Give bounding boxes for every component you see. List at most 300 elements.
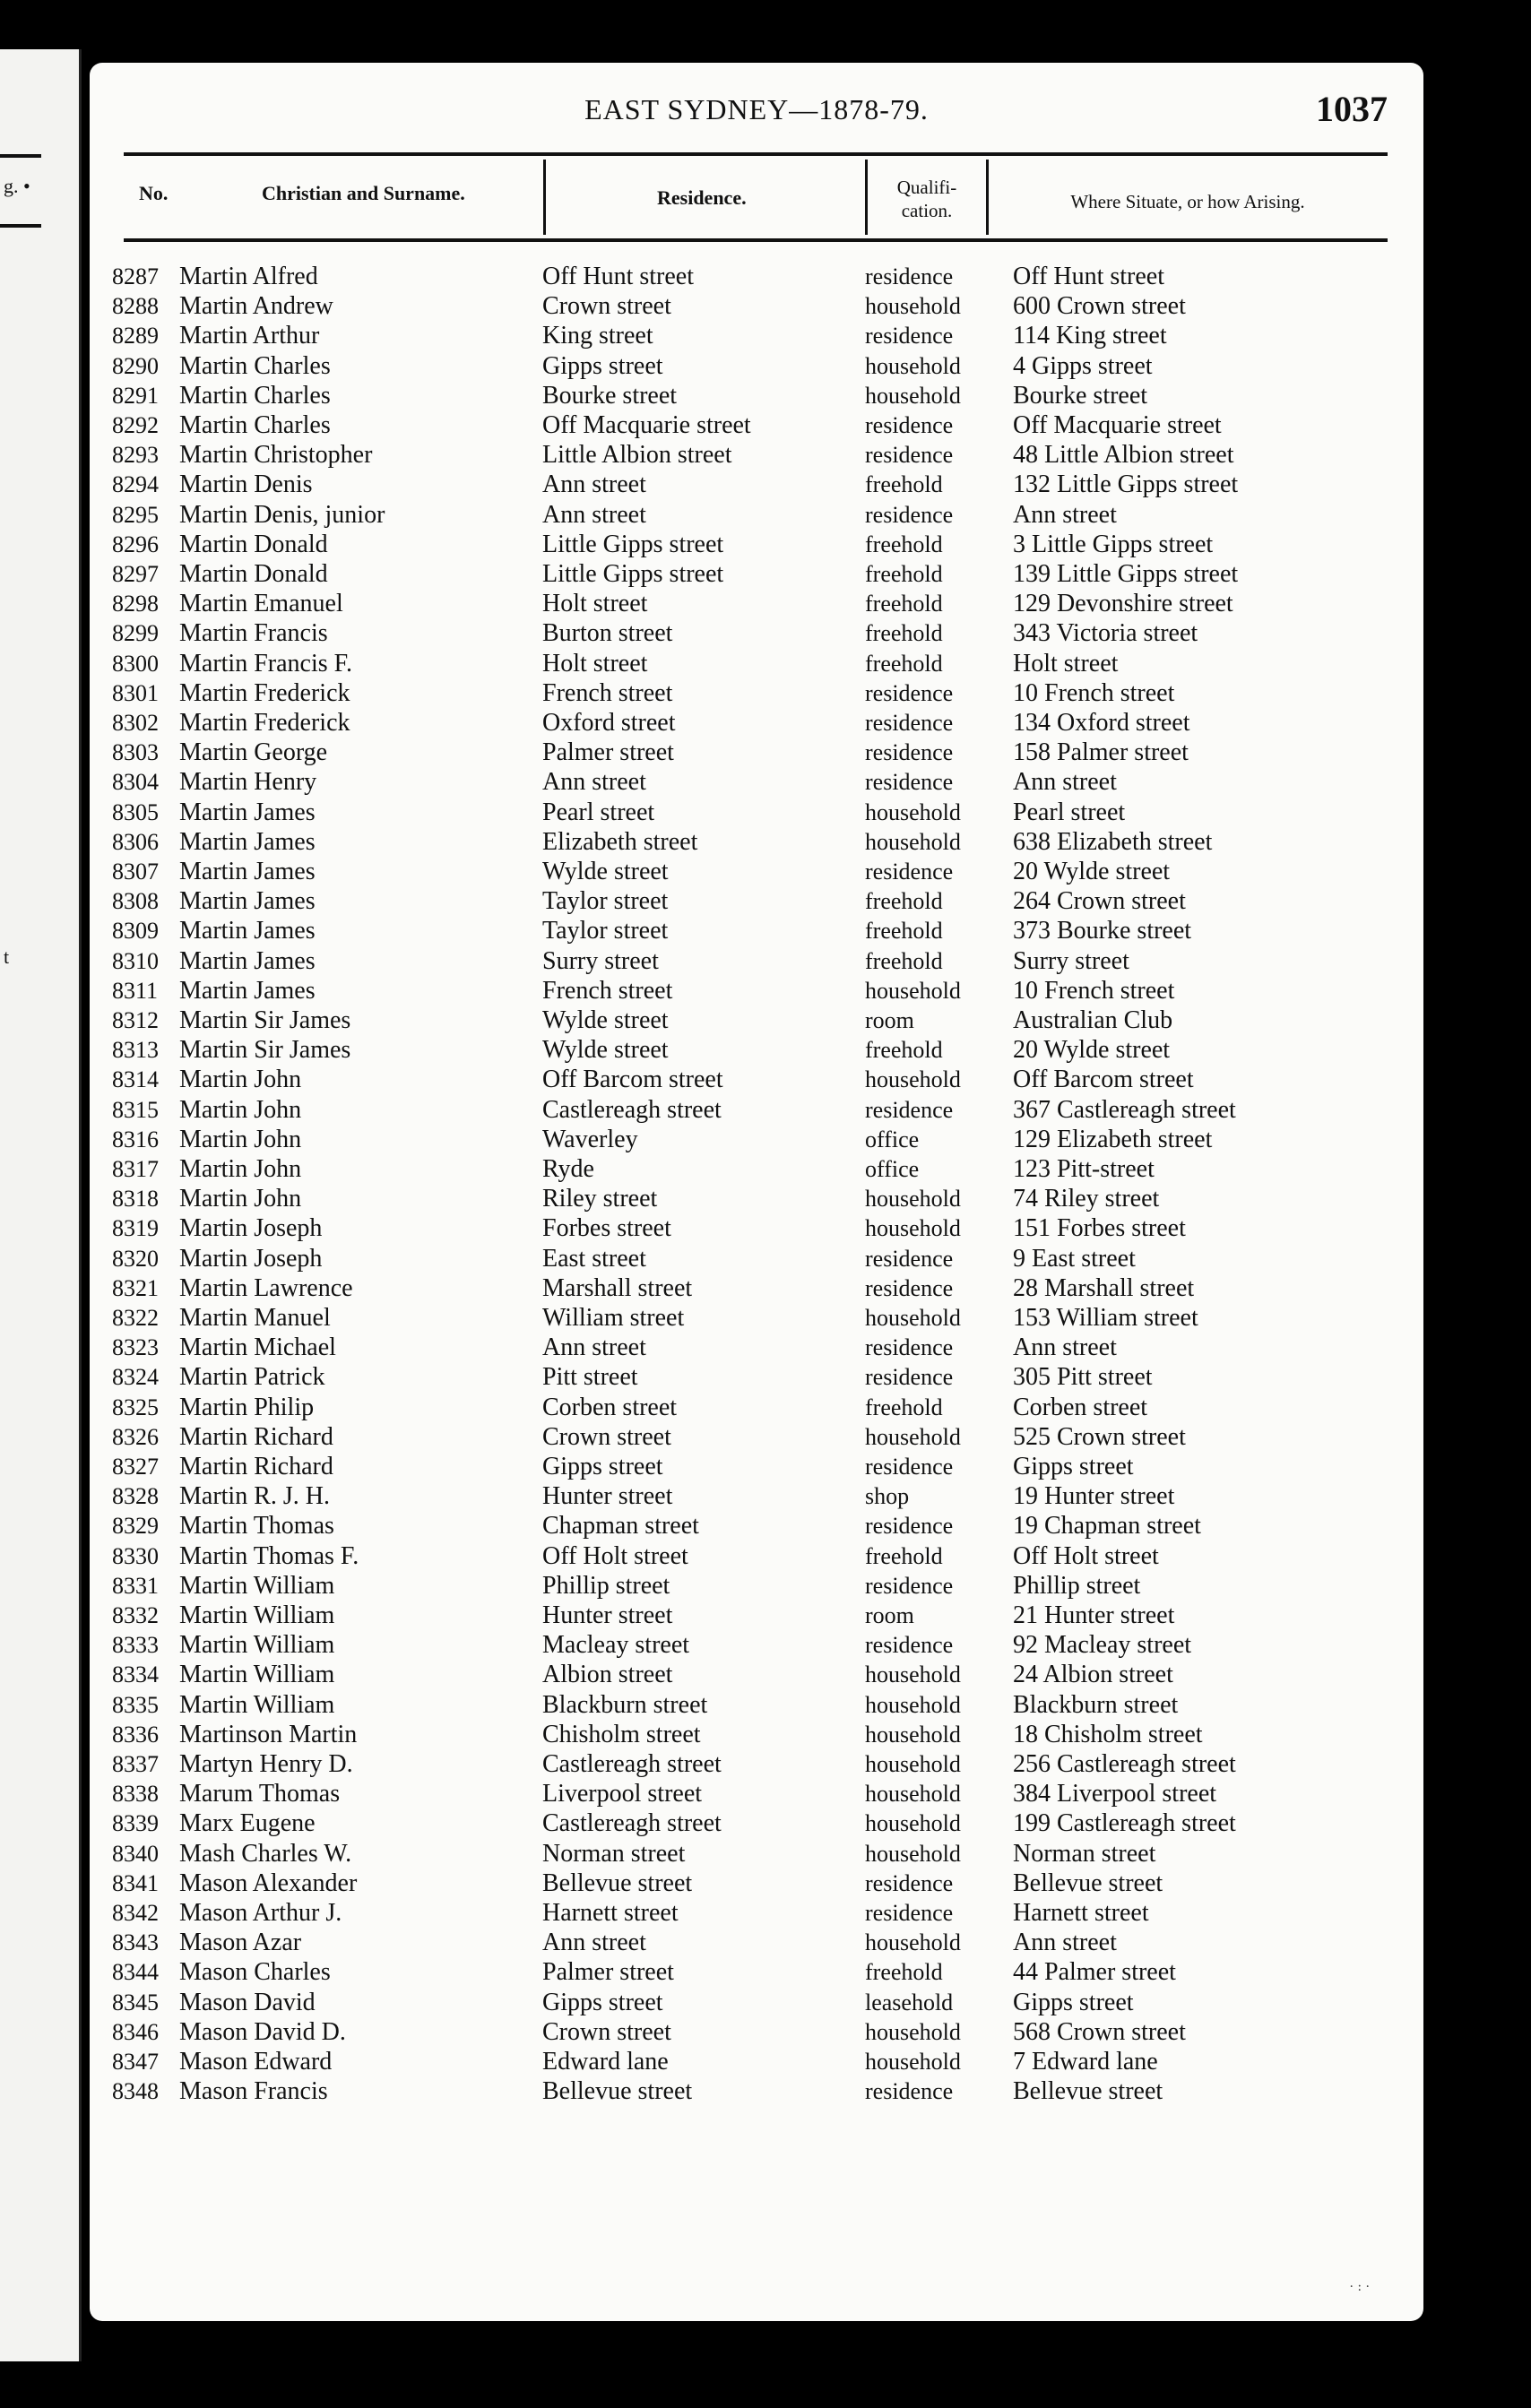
entry-number: 8329	[112, 1513, 159, 1540]
entry-where: Bourke street	[1013, 381, 1148, 410]
entry-residence: Ryde	[542, 1155, 594, 1183]
register-page	[90, 63, 1423, 2321]
entry-number: 8287	[112, 263, 159, 289]
entry-residence: Castlereagh street	[542, 1809, 722, 1838]
entry-qualification: residence	[865, 1245, 954, 1272]
entry-name: Martin Andrew	[179, 292, 333, 321]
entry-number: 8289	[112, 323, 159, 350]
entry-where: 20 Wylde street	[1013, 858, 1171, 885]
entry-number: 8311	[112, 977, 159, 1004]
entry-name: Marum Thomas	[179, 1780, 341, 1808]
entry-where: 28 Marshall street	[1013, 1273, 1195, 1302]
entry-qualification: residence	[865, 501, 954, 528]
table-row	[90, 410, 1423, 440]
entry-where: Harnett street	[1013, 1899, 1149, 1927]
entry-residence: Oxford street	[542, 709, 676, 737]
entry-number: 8300	[112, 650, 159, 677]
entry-where: 129 Devonshire street	[1013, 590, 1233, 618]
entry-name: Mason Alexander	[179, 1869, 358, 1897]
entry-number: 8326	[112, 1423, 159, 1450]
entry-number: 8291	[112, 382, 159, 409]
entry-number: 8345	[112, 1989, 159, 2015]
entry-name: Martin Donald	[179, 560, 328, 588]
entry-name: Martin James	[179, 946, 316, 975]
entry-where: 199 Castlereagh street	[1013, 1809, 1236, 1838]
column-header-residence: Residence.	[657, 186, 747, 209]
entry-where: Ann street	[1013, 1929, 1117, 1957]
table-row	[90, 1928, 1423, 1957]
entry-residence: Crown street	[542, 2017, 671, 2046]
entry-number: 8346	[112, 2018, 159, 2045]
table-row	[90, 2017, 1423, 2047]
entry-residence: Little Albion street	[542, 441, 732, 470]
entry-number: 8296	[112, 531, 159, 557]
entry-where: Off Barcom street	[1013, 1066, 1194, 1094]
entry-residence: East street	[542, 1244, 646, 1273]
entry-number: 8325	[112, 1394, 159, 1420]
table-row	[90, 321, 1423, 350]
table-row	[90, 500, 1423, 530]
entry-number: 8342	[112, 1900, 159, 1926]
column-divider	[986, 160, 989, 235]
entry-where: 264 Crown street	[1013, 887, 1186, 916]
entry-number: 8324	[112, 1364, 159, 1391]
entry-name: Martin Francis F.	[179, 649, 352, 678]
entry-qualification: shop	[865, 1483, 910, 1510]
facing-page-edge	[0, 49, 82, 2361]
entry-residence: Palmer street	[542, 738, 674, 767]
entry-number: 8318	[112, 1186, 159, 1213]
entry-residence: Off Barcom street	[542, 1066, 723, 1094]
entry-where: 367 Castlereagh street	[1013, 1095, 1236, 1124]
table-row	[90, 1630, 1423, 1660]
entry-number: 8312	[112, 1007, 159, 1033]
entry-qualification: residence	[865, 442, 954, 469]
entry-qualification: household	[865, 1691, 961, 1718]
entry-residence: Castlereagh street	[542, 1095, 722, 1124]
entry-residence: Ann street	[542, 768, 646, 797]
entry-number: 8322	[112, 1305, 159, 1331]
entry-residence: King street	[542, 322, 653, 350]
entry-where: Bellevue street	[1013, 1869, 1163, 1897]
entry-residence: Little Gipps street	[542, 560, 724, 588]
entry-where: 9 East street	[1013, 1244, 1136, 1273]
table-row	[90, 1035, 1423, 1065]
entry-number: 8323	[112, 1334, 159, 1361]
entry-name: Martin William	[179, 1631, 335, 1660]
table-row	[90, 1541, 1423, 1571]
entry-qualification: residence	[865, 2078, 954, 2105]
entry-qualification: residence	[865, 1572, 954, 1599]
entry-qualification: household	[865, 2049, 961, 2075]
entry-where: Off Hunt street	[1013, 263, 1164, 290]
entry-residence: Crown street	[542, 292, 671, 321]
table-row	[90, 738, 1423, 767]
entry-qualification: residence	[865, 739, 954, 766]
entry-qualification: household	[865, 1305, 961, 1331]
entry-where: 20 Wylde street	[1013, 1036, 1171, 1065]
entry-number: 8338	[112, 1781, 159, 1808]
table-row	[90, 1213, 1423, 1243]
table-row	[90, 1660, 1423, 1689]
entry-number: 8294	[112, 471, 159, 498]
entry-number: 8319	[112, 1215, 159, 1242]
entry-name: Martin Emanuel	[179, 590, 343, 618]
table-row	[90, 351, 1423, 381]
entry-where: 525 Crown street	[1013, 1422, 1186, 1451]
entry-number: 8344	[112, 1959, 159, 1986]
entry-number: 8327	[112, 1454, 159, 1480]
entry-where: 305 Pitt street	[1013, 1363, 1153, 1392]
entry-where: 44 Palmer street	[1013, 1958, 1176, 1987]
entry-where: Gipps street	[1013, 1453, 1134, 1480]
entry-where: Ann street	[1013, 500, 1117, 529]
facing-page-fragment: t	[4, 945, 10, 968]
entry-name: Mason Arthur J.	[179, 1899, 342, 1927]
table-row	[90, 1273, 1423, 1303]
entry-qualification: household	[865, 1929, 961, 1956]
entry-qualification: household	[865, 1751, 961, 1777]
entry-name: Martin Thomas F.	[179, 1541, 359, 1570]
entry-number: 8299	[112, 620, 159, 647]
table-row	[90, 678, 1423, 708]
entry-name: Martin James	[179, 798, 316, 826]
entry-residence: Riley street	[542, 1185, 658, 1213]
entry-number: 8290	[112, 352, 159, 379]
entry-number: 8315	[112, 1096, 159, 1123]
entry-where: Ann street	[1013, 768, 1117, 797]
entry-name: Mason David	[179, 1988, 316, 2016]
table-row	[90, 1244, 1423, 1273]
entry-where: 638 Elizabeth street	[1013, 827, 1213, 856]
entry-where: 4 Gipps street	[1013, 351, 1153, 380]
entry-qualification: freehold	[865, 591, 943, 617]
entry-where: 48 Little Albion street	[1013, 441, 1234, 470]
entry-residence: Chisholm street	[542, 1720, 701, 1748]
entry-name: Martin James	[179, 887, 316, 916]
entry-where: 7 Edward lane	[1013, 2048, 1158, 2076]
entry-residence: Elizabeth street	[542, 827, 698, 856]
entry-number: 8292	[112, 412, 159, 438]
entry-number: 8335	[112, 1691, 159, 1718]
table-row	[90, 1869, 1423, 1898]
column-divider	[865, 160, 868, 235]
entry-name: Martin James	[179, 976, 316, 1005]
entry-number: 8328	[112, 1483, 159, 1510]
header-rule-top	[124, 152, 1388, 156]
entry-name: Mason Charles	[179, 1958, 331, 1987]
table-row	[90, 1720, 1423, 1749]
entry-residence: Forbes street	[542, 1214, 671, 1243]
entry-name: Mash Charles W.	[179, 1839, 352, 1868]
entry-qualification: freehold	[865, 947, 943, 974]
entry-where: 343 Victoria street	[1013, 619, 1198, 648]
entry-number: 8339	[112, 1810, 159, 1837]
facing-page-fragment: g. •	[4, 175, 30, 197]
entry-where: Gipps street	[1013, 1988, 1134, 2016]
entry-where: 3 Little Gipps street	[1013, 530, 1214, 558]
entry-qualification: residence	[865, 323, 954, 350]
entry-where: 21 Hunter street	[1013, 1601, 1175, 1629]
entry-where: Holt street	[1013, 649, 1119, 678]
entry-residence: Holt street	[542, 590, 648, 618]
entry-qualification: freehold	[865, 1037, 943, 1064]
entry-number: 8333	[112, 1632, 159, 1659]
entry-qualification: residence	[865, 1869, 954, 1896]
entry-name: Martin Thomas	[179, 1512, 334, 1541]
entry-name: Martin Frederick	[179, 709, 350, 737]
table-row	[90, 1957, 1423, 1987]
entry-residence: Macleay street	[542, 1631, 690, 1660]
table-row	[90, 1065, 1423, 1094]
entry-residence: Gipps street	[542, 351, 663, 380]
entry-qualification: household	[865, 977, 961, 1004]
entry-number: 8304	[112, 769, 159, 796]
entry-name: Martin Christopher	[179, 441, 373, 470]
entry-number: 8347	[112, 2049, 159, 2075]
entry-number: 8313	[112, 1037, 159, 1064]
entry-where: Phillip street	[1013, 1571, 1141, 1600]
entry-where: 153 William street	[1013, 1304, 1198, 1332]
entry-number: 8308	[112, 888, 159, 915]
table-row	[90, 1005, 1423, 1035]
entry-residence: Holt street	[542, 649, 648, 678]
table-row	[90, 291, 1423, 321]
entry-residence: Wylde street	[542, 1006, 669, 1034]
entry-where: 10 French street	[1013, 976, 1175, 1005]
entry-residence: Castlereagh street	[542, 1750, 722, 1778]
entry-qualification: household	[865, 1721, 961, 1748]
entry-residence: Wylde street	[542, 1036, 669, 1065]
entry-where: 114 King street	[1013, 322, 1167, 350]
entry-residence: Palmer street	[542, 1958, 674, 1987]
entry-qualification: freehold	[865, 531, 943, 557]
entry-name: Martin Alfred	[179, 263, 318, 290]
entry-qualification: household	[865, 798, 961, 825]
entry-residence: Bellevue street	[542, 1869, 693, 1897]
entry-number: 8334	[112, 1661, 159, 1688]
entry-number: 8307	[112, 859, 159, 885]
entry-qualification: freehold	[865, 620, 943, 647]
entry-number: 8293	[112, 442, 159, 469]
entry-name: Martin Denis	[179, 470, 313, 499]
table-row	[90, 1749, 1423, 1779]
table-row	[90, 649, 1423, 678]
entry-where: Norman street	[1013, 1839, 1156, 1868]
table-row	[90, 1362, 1423, 1392]
entry-residence: Wylde street	[542, 858, 669, 885]
running-title: EAST SYDNEY—1878-79.	[584, 93, 929, 125]
entry-qualification: office	[865, 1156, 920, 1182]
table-row	[90, 470, 1423, 499]
entry-name: Mason Azar	[179, 1929, 302, 1957]
entry-qualification: residence	[865, 1364, 954, 1391]
entry-name: Martin James	[179, 917, 316, 945]
entry-where: 132 Little Gipps street	[1013, 470, 1239, 499]
table-row	[90, 1779, 1423, 1808]
table-row	[90, 1125, 1423, 1154]
table-row	[90, 1184, 1423, 1213]
entry-name: Martin John	[179, 1155, 302, 1183]
entry-name: Martin Charles	[179, 381, 331, 410]
entry-where: 19 Hunter street	[1013, 1482, 1175, 1511]
entry-name: Martin Manuel	[179, 1304, 331, 1332]
entry-residence: Bourke street	[542, 381, 678, 410]
entry-where: Blackburn street	[1013, 1690, 1179, 1719]
entry-number: 8317	[112, 1156, 159, 1182]
entry-where: Bellevue street	[1013, 2077, 1163, 2106]
entry-qualification: household	[865, 1781, 961, 1808]
entry-number: 8305	[112, 798, 159, 825]
entry-residence: Pearl street	[542, 798, 655, 826]
entry-where: Corben street	[1013, 1393, 1148, 1421]
entry-name: Martin Joseph	[179, 1214, 323, 1243]
header-rule-bottom	[124, 238, 1388, 242]
entry-number: 8336	[112, 1721, 159, 1748]
table-row	[90, 1690, 1423, 1720]
entry-residence: Waverley	[542, 1125, 638, 1153]
entry-residence: Off Macquarie street	[542, 411, 751, 439]
entry-qualification: leasehold	[865, 1989, 954, 2015]
entry-number: 8302	[112, 710, 159, 736]
table-row	[90, 262, 1423, 291]
entry-qualification: household	[865, 1066, 961, 1093]
table-row	[90, 381, 1423, 410]
entry-name: Mason Francis	[179, 2077, 328, 2106]
column-divider	[543, 160, 546, 235]
table-row	[90, 559, 1423, 589]
table-row	[90, 618, 1423, 648]
entry-residence: Bellevue street	[542, 2077, 693, 2106]
entry-qualification: office	[865, 1126, 920, 1152]
entry-where: 384 Liverpool street	[1013, 1780, 1217, 1808]
entry-where: 373 Bourke street	[1013, 917, 1192, 945]
entry-qualification: residence	[865, 1454, 954, 1480]
entry-name: Martinson Martin	[179, 1720, 358, 1748]
entry-qualification: residence	[865, 710, 954, 736]
entry-residence: Corben street	[542, 1393, 678, 1421]
entry-qualification: freehold	[865, 650, 943, 677]
entry-name: Martin Charles	[179, 411, 331, 439]
entry-qualification: household	[865, 382, 961, 409]
entry-number: 8288	[112, 293, 159, 320]
table-row	[90, 857, 1423, 886]
entry-qualification: residence	[865, 859, 954, 885]
entry-name: Martin R. J. H.	[179, 1482, 330, 1511]
entry-where: 24 Albion street	[1013, 1661, 1173, 1689]
entry-name: Martin Joseph	[179, 1244, 323, 1273]
column-header-name: Christian and Surname.	[262, 182, 465, 204]
entry-where: 92 Macleay street	[1013, 1631, 1192, 1660]
entry-number: 8330	[112, 1542, 159, 1569]
entry-where: 74 Riley street	[1013, 1185, 1160, 1213]
entry-name: Martin Charles	[179, 351, 331, 380]
entry-number: 8309	[112, 918, 159, 945]
table-row	[90, 2047, 1423, 2076]
entry-number: 8321	[112, 1274, 159, 1301]
entry-residence: Harnett street	[542, 1899, 679, 1927]
entry-name: Martin William	[179, 1601, 335, 1629]
table-row	[90, 1988, 1423, 2017]
entry-where: Off Holt street	[1013, 1541, 1159, 1570]
entry-qualification: household	[865, 2018, 961, 2045]
entry-qualification: residence	[865, 1632, 954, 1659]
entry-residence: Little Gipps street	[542, 530, 724, 558]
entry-name: Martin Philip	[179, 1393, 315, 1421]
entry-qualification: residence	[865, 679, 954, 706]
entry-where: 151 Forbes street	[1013, 1214, 1186, 1243]
table-row	[90, 1452, 1423, 1481]
table-row	[90, 708, 1423, 738]
entry-residence: Albion street	[542, 1661, 673, 1689]
entry-name: Martin Richard	[179, 1453, 333, 1480]
entry-qualification: household	[865, 1661, 961, 1688]
entry-number: 8306	[112, 828, 159, 855]
entry-qualification: freehold	[865, 918, 943, 945]
entry-qualification: room	[865, 1602, 914, 1628]
entry-where: Australian Club	[1013, 1006, 1173, 1034]
table-row	[90, 2076, 1423, 2106]
entry-number: 8337	[112, 1751, 159, 1777]
entry-qualification: household	[865, 293, 961, 320]
entry-name: Martin Sir James	[179, 1036, 351, 1065]
entry-where: 10 French street	[1013, 678, 1175, 707]
entry-qualification: freehold	[865, 471, 943, 498]
entry-name: Marx Eugene	[179, 1809, 316, 1838]
table-row	[90, 1095, 1423, 1125]
table-row	[90, 1481, 1423, 1511]
entry-where: 134 Oxford street	[1013, 709, 1190, 737]
table-row	[90, 440, 1423, 470]
entry-residence: Ann street	[542, 1929, 646, 1957]
entry-name: Martin John	[179, 1125, 302, 1153]
entry-name: Martin William	[179, 1571, 335, 1600]
entry-residence: Hunter street	[542, 1482, 673, 1511]
entry-where: 256 Castlereagh street	[1013, 1750, 1236, 1778]
entry-residence: Surry street	[542, 946, 659, 975]
entry-residence: Phillip street	[542, 1571, 670, 1600]
entry-residence: Ann street	[542, 500, 646, 529]
print-specks: · : ·	[1349, 2280, 1370, 2294]
entry-where: 18 Chisholm street	[1013, 1720, 1203, 1748]
entry-residence: Crown street	[542, 1422, 671, 1451]
entry-qualification: freehold	[865, 888, 943, 915]
entry-number: 8301	[112, 679, 159, 706]
facing-page-rule	[0, 154, 41, 158]
entry-qualification: freehold	[865, 1394, 943, 1420]
table-row	[90, 767, 1423, 797]
entry-name: Mason Edward	[179, 2048, 333, 2076]
entry-qualification: residence	[865, 769, 954, 796]
entry-residence: William street	[542, 1304, 685, 1332]
entry-name: Martyn Henry D.	[179, 1750, 353, 1778]
entry-where: 600 Crown street	[1013, 292, 1186, 321]
table-row	[90, 976, 1423, 1005]
entry-name: Martin James	[179, 827, 316, 856]
entry-number: 8332	[112, 1602, 159, 1628]
entry-number: 8348	[112, 2078, 159, 2105]
entry-number: 8331	[112, 1572, 159, 1599]
entry-residence: Burton street	[542, 619, 673, 648]
facing-page-rule	[0, 224, 41, 228]
entry-where: Pearl street	[1013, 798, 1126, 826]
table-row	[90, 1808, 1423, 1838]
table-row	[90, 1601, 1423, 1630]
table-row	[90, 530, 1423, 559]
entry-residence: French street	[542, 678, 673, 707]
table-row	[90, 1393, 1423, 1422]
table-row	[90, 1571, 1423, 1601]
